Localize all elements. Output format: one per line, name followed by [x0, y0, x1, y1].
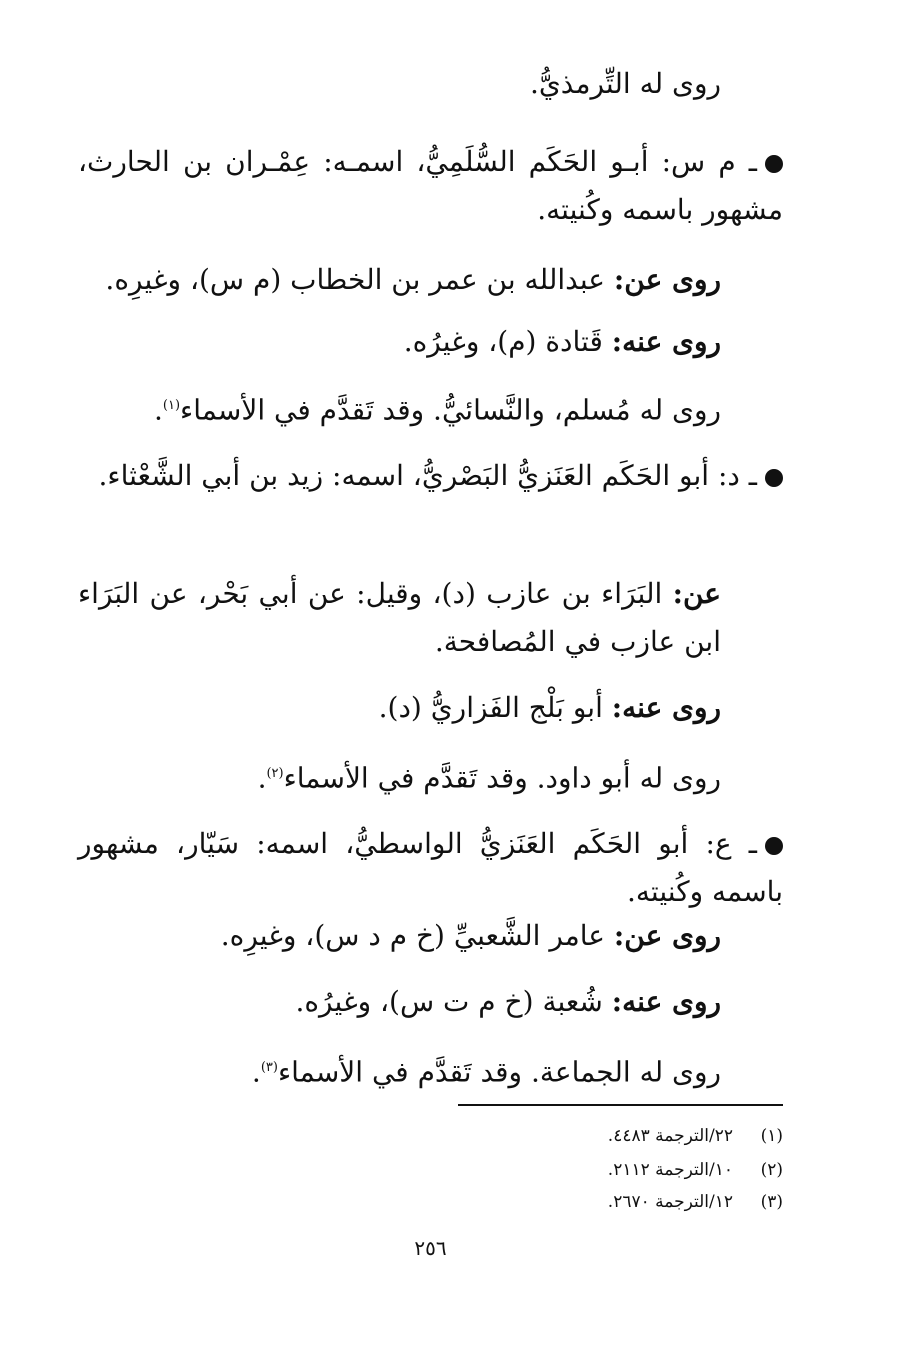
text: روى له مُسلم، والنَّسائيُّ. وقد تَقدَّم في الأسماء — [180, 393, 721, 427]
entry-code: ـ م س: — [661, 145, 758, 178]
footnote-divider — [458, 1104, 783, 1106]
entry-code: ـ د: — [717, 459, 757, 492]
entry-abu-alhakam-anazi-wasiti — [78, 820, 783, 916]
footnote-text: ٢٢/الترجمة ٤٤٨٣. — [607, 1126, 733, 1146]
footnote-1 — [608, 1124, 783, 1148]
paragraph-narrated-tirmidhi — [78, 60, 783, 108]
entry-text: أبو الحَكَم العَنَزيُّ البَصْريُّ، اسمه: زيد بن أبي الشَّعْثاء. — [98, 459, 710, 492]
footnote-2 — [608, 1158, 783, 1182]
text: البَرَاء بن عازب (د)، وقيل: عن أبي بَحْر، عن البَرَاء ابن عازب في المُصافحة. — [78, 577, 721, 658]
entry-text: أبـو الحَكَم السُّلَمِيُّ، اسمـه: عِمْـران بن الحارث، مشهور باسمه وكُنيته. — [78, 145, 783, 226]
entry-text: أبو الحَكَم العَنَزيُّ الواسطيُّ، اسمه: سَيّار، مشهور باسمه وكُنيته. — [78, 827, 783, 908]
label-narrated-from: روى عن: — [613, 919, 721, 952]
paragraph-narrated-muslim-nasai — [78, 382, 783, 434]
paragraph-narrated-by — [78, 684, 783, 732]
text: أبو بَلْج الفَزاريُّ (د). — [378, 691, 603, 724]
text: روى له التِّرمذيُّ. — [529, 67, 721, 100]
label-from: عن: — [672, 577, 722, 610]
paragraph-narrated-jamaa — [78, 1044, 783, 1096]
text: روى له الجماعة. وقد تَقدَّم في الأسماء — [277, 1055, 721, 1089]
paragraph-narrated-by — [78, 318, 783, 366]
footnote-ref: (٣) — [260, 1060, 278, 1075]
entry-code: ـ ع: — [705, 827, 758, 860]
footnote-text: ١٢/الترجمة ٢٦٧٠. — [607, 1192, 733, 1212]
label-narrated-by: روى عنه: — [611, 325, 721, 358]
entry-abu-alhakam-sulami — [78, 138, 783, 234]
document-page — [78, 60, 783, 1300]
bullet-icon — [765, 155, 783, 173]
text: روى له أبو داود. وقد تَقدَّم في الأسماء — [283, 761, 721, 795]
bullet-icon — [765, 837, 783, 855]
paragraph-from — [78, 570, 783, 666]
footnote-text: ١٠/الترجمة ٢١١٢. — [607, 1160, 733, 1180]
label-narrated-by: روى عنه: — [611, 691, 721, 724]
paragraph-narrated-from — [78, 912, 783, 960]
footnote-ref: (٢) — [266, 766, 284, 781]
paragraph-narrated-from — [78, 256, 783, 304]
text: شُعبة (خ م ت س)، وغيرُه. — [295, 985, 603, 1018]
footnote-number: (١) — [760, 1126, 783, 1146]
footnote-ref: (١) — [162, 398, 181, 413]
text-end: . — [153, 393, 163, 427]
paragraph-narrated-abu-dawud — [78, 750, 783, 802]
footnote-number: (٣) — [760, 1192, 783, 1212]
footnote-3 — [608, 1190, 783, 1214]
page-number: ٢٥٦ — [414, 1236, 447, 1260]
text-end: . — [257, 761, 267, 795]
label-narrated-by: روى عنه: — [611, 985, 721, 1018]
bullet-icon — [765, 469, 783, 487]
text: قَتادة (م)، وغيرُه. — [403, 325, 603, 358]
entry-abu-alhakam-anazi-basri — [78, 452, 783, 500]
text: عبدالله بن عمر بن الخطاب (م س)، وغيرِه. — [105, 263, 606, 296]
footnote-number: (٢) — [760, 1160, 783, 1180]
text: عامر الشَّعبيِّ (خ م د س)، وغيرِه. — [220, 919, 606, 952]
text-end: . — [251, 1055, 261, 1089]
label-narrated-from: روى عن: — [613, 263, 721, 296]
paragraph-narrated-by — [78, 978, 783, 1026]
